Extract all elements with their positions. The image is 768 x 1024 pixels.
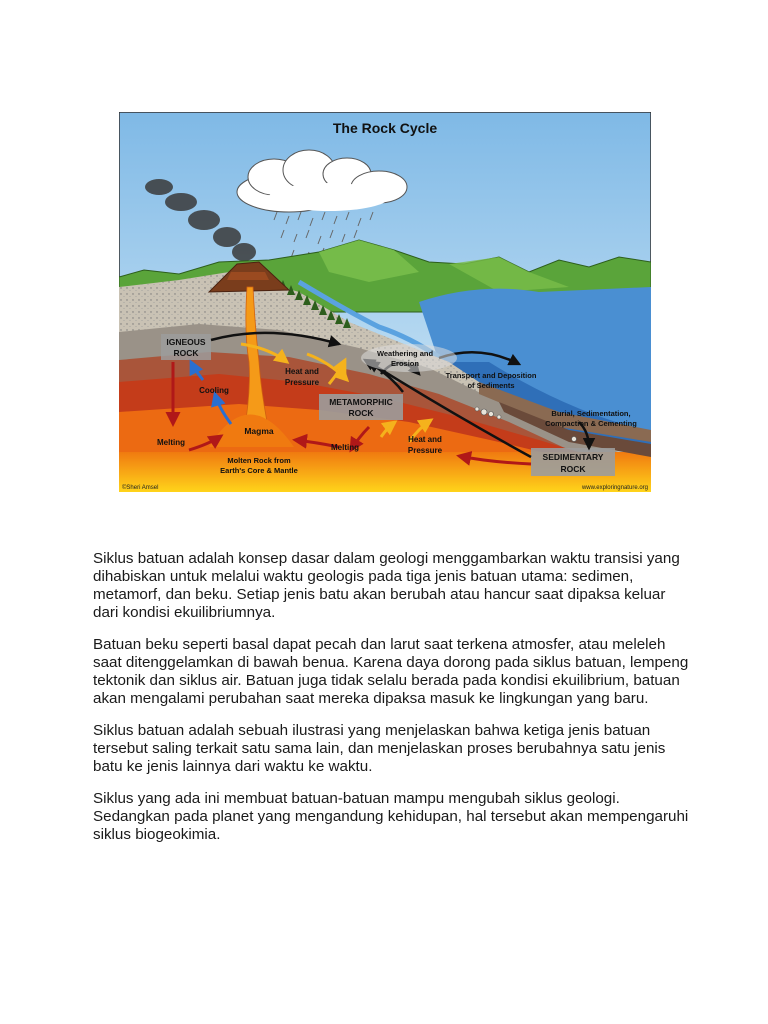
burial-label-1: Burial, Sedimentation,: [551, 409, 631, 418]
paragraph-3: Siklus batuan adalah sebuah ilustrasi yang menjelaskan bahwa ketiga jenis batuan tersebut saling terkait satu sama lain, dan menjelaskan proses berubahnya satu jenis batu ke jenis lainnya dari waktu ke waktu.: [93, 722, 666, 775]
metamorphic-label-2: ROCK: [348, 408, 374, 418]
diagram-title: The Rock Cycle: [332, 120, 438, 136]
burial-label-2: Compaction & Cementing: [545, 419, 637, 428]
paragraph-1: Siklus batuan adalah konsep dasar dalam geologi menggambarkan waktu transisi yang dihabiskan untuk melalui waktu geologis pada tiga jenis batuan utama: sedimen, metamorf, dan beku. Setiap jenis batu akan berubah atau hancur saat dipaksa keluar dari kondisi ekuilibriumnya.: [93, 550, 680, 621]
heat-pressure-lower-2: Pressure: [407, 446, 443, 455]
molten-label-1: Molten Rock from: [227, 456, 291, 465]
article-text: [93, 550, 693, 858]
molten-label-2: Earth's Core & Mantle: [220, 466, 298, 475]
heat-pressure-lower-1: Heat and: [408, 435, 442, 444]
sedimentary-label-2: ROCK: [560, 464, 586, 474]
igneous-label-2: ROCK: [173, 348, 199, 358]
paragraph-2: Batuan beku seperti basal dapat pecah dan larut saat terkena atmosfer, atau meleleh saat ditenggelamkan di bawah benua. Karena daya dorong pada siklus batuan, lempeng tektonik dan siklus air. Batuan juga tidak selalu berada pada kondisi ekuilibrium, batuan akan mengalami perubahan saat mereka dipaksa masuk ke lingkungan yang baru.: [93, 636, 689, 707]
metamorphic-label-1: METAMORPHIC: [329, 397, 393, 407]
sedimentary-label-1: SEDIMENTARY: [542, 452, 604, 462]
transport-label-2: of Sediments: [467, 381, 515, 390]
cooling-label: Cooling: [199, 386, 229, 395]
weathering-label-2: Erosion: [391, 359, 419, 368]
melting-right-label: Melting: [331, 443, 359, 452]
heat-pressure-upper-2: Pressure: [284, 378, 320, 387]
heat-pressure-upper-1: Heat and: [285, 367, 319, 376]
credit-right: www.exploringnature.org: [581, 485, 648, 491]
rock-cycle-diagram: [119, 112, 651, 492]
rock-cycle-figure: [119, 112, 651, 492]
igneous-label-1: IGNEOUS: [166, 337, 206, 347]
magma-label: Magma: [244, 426, 274, 436]
melting-left-label: Melting: [157, 438, 185, 447]
paragraph-4: Siklus yang ada ini membuat batuan-batuan mampu mengubah siklus geologi. Sedangkan pada planet yang mengandung kehidupan, hal tersebut akan mempengaruhi siklus biogeokimia.: [93, 790, 689, 843]
transport-label-1: Transport and Deposition: [445, 371, 537, 380]
credit-left: ©Sheri Amsel: [122, 485, 159, 491]
weathering-label-1: Weathering and: [376, 349, 434, 358]
